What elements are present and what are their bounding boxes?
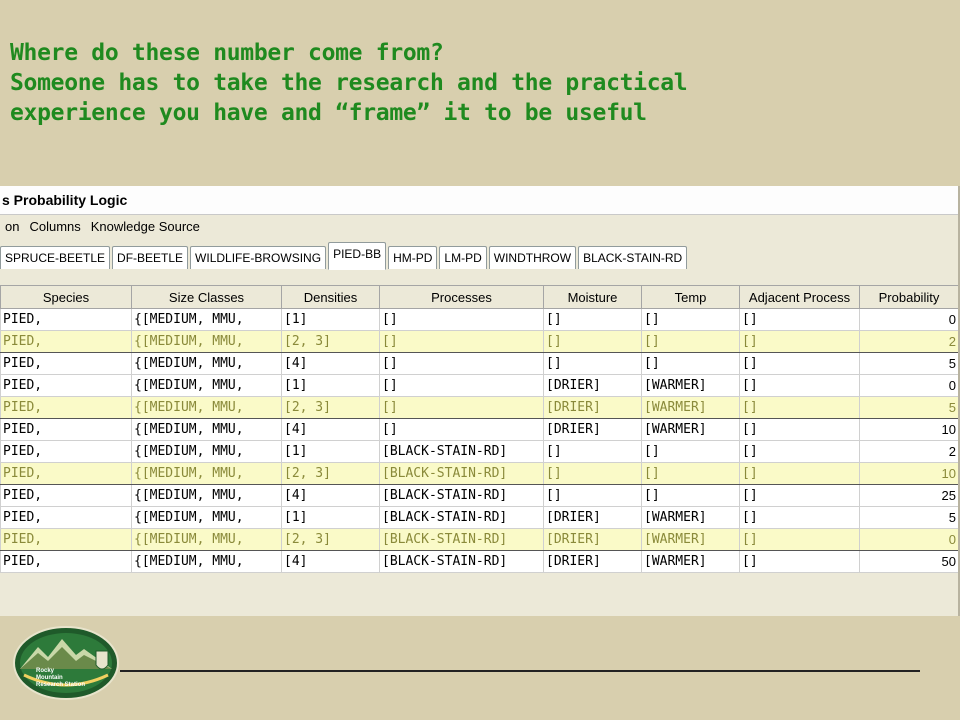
cell-probability[interactable]: 5 <box>860 397 959 419</box>
cell-probability[interactable]: 25 <box>860 485 959 507</box>
logo-text-line-1: Rocky <box>36 668 55 674</box>
table-row[interactable] <box>1 551 959 573</box>
table-row[interactable] <box>1 375 959 397</box>
cell-size-classes[interactable]: {[MEDIUM, MMU, <box>132 309 282 331</box>
tab-lm-pd[interactable]: LM-PD <box>439 246 486 269</box>
slide-title-line-3: experience you have and “frame” it to be useful <box>10 100 647 126</box>
cell-densities[interactable]: [1] <box>282 309 380 331</box>
cell-probability[interactable]: 50 <box>860 551 959 573</box>
cell-processes[interactable]: [BLACK-STAIN-RD] <box>380 463 544 485</box>
cell-size-classes[interactable]: {[MEDIUM, MMU, <box>132 397 282 419</box>
cell-moisture[interactable]: [] <box>544 441 642 463</box>
cell-species[interactable]: PIED, <box>1 353 132 375</box>
tab-spruce-beetle[interactable]: SPRUCE-BEETLE <box>0 246 110 269</box>
cell-moisture[interactable]: [DRIER] <box>544 419 642 441</box>
cell-temp[interactable]: [WARMER] <box>642 419 740 441</box>
table-row[interactable] <box>1 353 959 375</box>
cell-processes[interactable]: [] <box>380 331 544 353</box>
cell-temp[interactable]: [WARMER] <box>642 397 740 419</box>
cell-species[interactable]: PIED, <box>1 551 132 573</box>
window-title: s Probability Logic <box>0 186 958 215</box>
tab-wildlife-browsing[interactable]: WILDLIFE-BROWSING <box>190 246 326 269</box>
menu-item-knowledge-source[interactable]: Knowledge Source <box>90 219 200 234</box>
cell-size-classes[interactable]: {[MEDIUM, MMU, <box>132 419 282 441</box>
cell-species[interactable]: PIED, <box>1 397 132 419</box>
cell-size-classes[interactable]: {[MEDIUM, MMU, <box>132 375 282 397</box>
cell-adjacent-process[interactable]: [] <box>740 309 860 331</box>
cell-densities[interactable]: [1] <box>282 441 380 463</box>
cell-temp[interactable]: [] <box>642 441 740 463</box>
cell-adjacent-process[interactable]: [] <box>740 507 860 529</box>
tab-df-beetle[interactable]: DF-BEETLE <box>112 246 188 269</box>
cell-temp[interactable]: [] <box>642 331 740 353</box>
cell-probability[interactable]: 10 <box>860 419 959 441</box>
slide-title-line-1: Where do these number come from? <box>10 40 444 66</box>
cell-moisture[interactable]: [] <box>544 463 642 485</box>
cell-processes[interactable]: [] <box>380 353 544 375</box>
table-row[interactable] <box>1 485 959 507</box>
cell-processes[interactable]: [BLACK-STAIN-RD] <box>380 441 544 463</box>
cell-adjacent-process[interactable]: [] <box>740 375 860 397</box>
cell-densities[interactable]: [1] <box>282 507 380 529</box>
cell-size-classes[interactable]: {[MEDIUM, MMU, <box>132 507 282 529</box>
cell-probability[interactable]: 0 <box>860 309 959 331</box>
table-row[interactable] <box>1 331 959 353</box>
cell-adjacent-process[interactable]: [] <box>740 397 860 419</box>
cell-temp[interactable]: [WARMER] <box>642 375 740 397</box>
cell-moisture[interactable]: [] <box>544 353 642 375</box>
cell-adjacent-process[interactable]: [] <box>740 419 860 441</box>
table-row[interactable] <box>1 397 959 419</box>
cell-species[interactable]: PIED, <box>1 529 132 551</box>
cell-species[interactable]: PIED, <box>1 507 132 529</box>
cell-adjacent-process[interactable]: [] <box>740 463 860 485</box>
cell-probability[interactable]: 2 <box>860 331 959 353</box>
probability-table <box>0 285 959 573</box>
cell-adjacent-process[interactable]: [] <box>740 551 860 573</box>
menu-item-columns[interactable]: Columns <box>29 219 81 234</box>
cell-processes[interactable]: [] <box>380 397 544 419</box>
cell-probability[interactable]: 5 <box>860 353 959 375</box>
column-header-moisture[interactable]: Moisture <box>544 286 642 309</box>
cell-probability[interactable]: 2 <box>860 441 959 463</box>
slide-title <box>10 38 687 128</box>
cell-densities[interactable]: [2, 3] <box>282 397 380 419</box>
cell-temp[interactable]: [] <box>642 353 740 375</box>
cell-moisture[interactable]: [] <box>544 331 642 353</box>
cell-temp[interactable]: [WARMER] <box>642 551 740 573</box>
table-row[interactable] <box>1 463 959 485</box>
column-header-adjacent-process[interactable]: Adjacent Process <box>740 286 860 309</box>
cell-temp[interactable]: [WARMER] <box>642 529 740 551</box>
logo-text-line-2: Mountain <box>36 675 63 681</box>
cell-species[interactable]: PIED, <box>1 419 132 441</box>
cell-adjacent-process[interactable]: [] <box>740 353 860 375</box>
cell-moisture[interactable]: [DRIER] <box>544 551 642 573</box>
cell-moisture[interactable]: [DRIER] <box>544 529 642 551</box>
column-header-species[interactable]: Species <box>1 286 132 309</box>
cell-temp[interactable]: [] <box>642 463 740 485</box>
menu-bar <box>0 215 958 239</box>
tab-black-stain-rd[interactable]: BLACK-STAIN-RD <box>578 246 687 269</box>
cell-processes[interactable]: [] <box>380 419 544 441</box>
cell-densities[interactable]: [2, 3] <box>282 331 380 353</box>
cell-densities[interactable]: [4] <box>282 353 380 375</box>
column-header-temp[interactable]: Temp <box>642 286 740 309</box>
tab-hm-pd[interactable]: HM-PD <box>388 246 437 269</box>
cell-processes[interactable]: [BLACK-STAIN-RD] <box>380 529 544 551</box>
table-row[interactable] <box>1 309 959 331</box>
cell-species[interactable]: PIED, <box>1 463 132 485</box>
tab-windthrow[interactable]: WINDTHROW <box>489 246 576 269</box>
cell-densities[interactable]: [4] <box>282 419 380 441</box>
cell-densities[interactable]: [4] <box>282 485 380 507</box>
cell-adjacent-process[interactable]: [] <box>740 485 860 507</box>
cell-size-classes[interactable]: {[MEDIUM, MMU, <box>132 441 282 463</box>
cell-processes[interactable]: [] <box>380 375 544 397</box>
cell-probability[interactable]: 5 <box>860 507 959 529</box>
footer-rule <box>120 670 920 672</box>
logo-text-line-3: Research Station <box>36 682 86 688</box>
cell-moisture[interactable]: [DRIER] <box>544 375 642 397</box>
cell-densities[interactable]: [2, 3] <box>282 529 380 551</box>
column-header-processes[interactable]: Processes <box>380 286 544 309</box>
table-body <box>1 309 959 573</box>
cell-size-classes[interactable]: {[MEDIUM, MMU, <box>132 485 282 507</box>
tab-bar <box>0 239 958 269</box>
cell-processes[interactable]: [BLACK-STAIN-RD] <box>380 485 544 507</box>
cell-densities[interactable]: [1] <box>282 375 380 397</box>
forest-service-shield-icon <box>96 651 108 669</box>
menu-item-option[interactable]: on <box>5 219 20 234</box>
cell-processes[interactable]: [] <box>380 309 544 331</box>
table-row[interactable] <box>1 441 959 463</box>
column-header-densities[interactable]: Densities <box>282 286 380 309</box>
cell-moisture[interactable]: [DRIER] <box>544 397 642 419</box>
cell-processes[interactable]: [BLACK-STAIN-RD] <box>380 507 544 529</box>
cell-adjacent-process[interactable]: [] <box>740 529 860 551</box>
cell-probability[interactable]: 0 <box>860 375 959 397</box>
cell-densities[interactable]: [4] <box>282 551 380 573</box>
cell-probability[interactable]: 0 <box>860 529 959 551</box>
cell-size-classes[interactable]: {[MEDIUM, MMU, <box>132 463 282 485</box>
cell-adjacent-process[interactable]: [] <box>740 441 860 463</box>
cell-probability[interactable]: 10 <box>860 463 959 485</box>
cell-moisture[interactable]: [] <box>544 485 642 507</box>
cell-temp[interactable]: [] <box>642 309 740 331</box>
cell-temp[interactable]: [] <box>642 485 740 507</box>
cell-adjacent-process[interactable]: [] <box>740 331 860 353</box>
cell-species[interactable]: PIED, <box>1 309 132 331</box>
slide-title-line-2: Someone has to take the research and the practical <box>10 70 688 96</box>
probability-logic-window <box>0 186 960 616</box>
table-row[interactable] <box>1 529 959 551</box>
column-header-probability[interactable]: Probability <box>860 286 959 309</box>
cell-species[interactable]: PIED, <box>1 485 132 507</box>
cell-size-classes[interactable]: {[MEDIUM, MMU, <box>132 551 282 573</box>
cell-moisture[interactable]: [] <box>544 309 642 331</box>
cell-densities[interactable]: [2, 3] <box>282 463 380 485</box>
cell-size-classes[interactable]: {[MEDIUM, MMU, <box>132 353 282 375</box>
cell-temp[interactable]: [WARMER] <box>642 507 740 529</box>
table-header-row <box>1 286 959 309</box>
table-row[interactable] <box>1 507 959 529</box>
table-row[interactable] <box>1 419 959 441</box>
cell-size-classes[interactable]: {[MEDIUM, MMU, <box>132 529 282 551</box>
cell-species[interactable]: PIED, <box>1 375 132 397</box>
cell-processes[interactable]: [BLACK-STAIN-RD] <box>380 551 544 573</box>
column-header-size-classes[interactable]: Size Classes <box>132 286 282 309</box>
cell-species[interactable]: PIED, <box>1 331 132 353</box>
cell-moisture[interactable]: [DRIER] <box>544 507 642 529</box>
rocky-mountain-research-station-logo <box>12 625 120 701</box>
tab-pied-bb[interactable]: PIED-BB <box>328 242 386 270</box>
cell-size-classes[interactable]: {[MEDIUM, MMU, <box>132 331 282 353</box>
cell-species[interactable]: PIED, <box>1 441 132 463</box>
